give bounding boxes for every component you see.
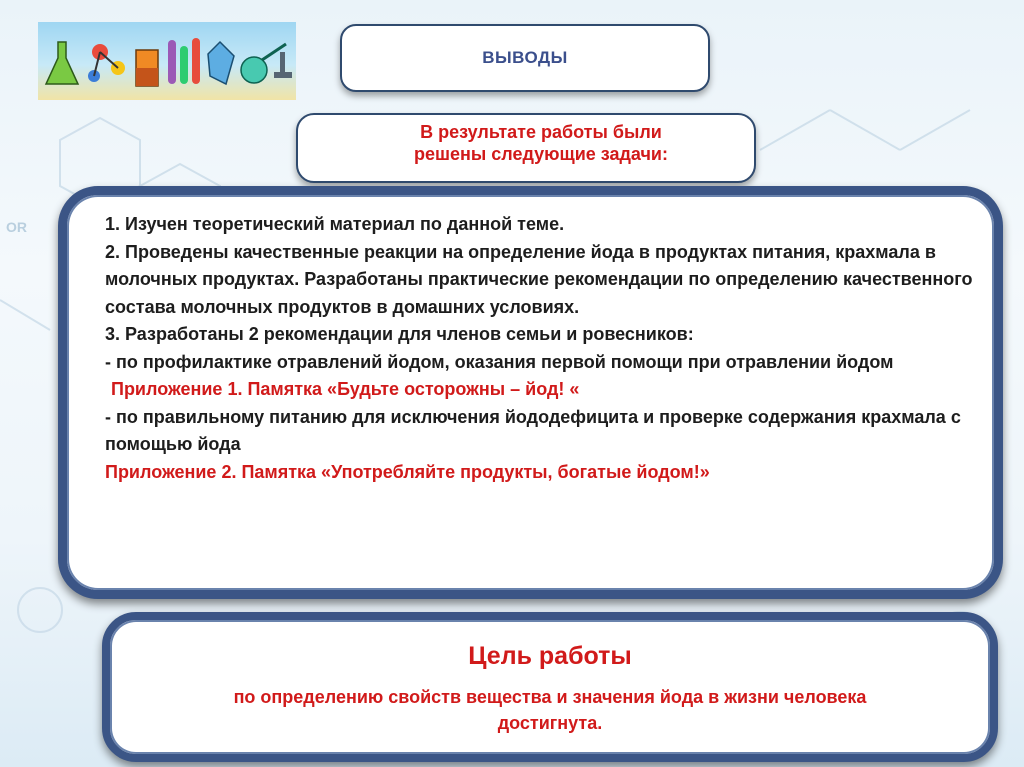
conclusions-box — [58, 186, 1003, 599]
conclusion-item-2: 2. Проведены качественные реакции на определение йода в продуктах питания, крахмала в молочных продуктах. Разработаны практические рекомендации по определению качественного состава молочных продуктов в домашних условиях. — [105, 241, 973, 317]
appendix-2-link: Приложение 2. Памятка «Употребляйте продукты, богатые йодом!» — [105, 461, 710, 482]
conclusion-item-3: 3. Разработаны 2 рекомендации для членов семьи и ровесников: — [105, 324, 694, 344]
conclusion-item-1: 1. Изучен теоретический материал по данной теме. — [105, 214, 565, 234]
slide-title-box — [340, 24, 710, 92]
appendix-1-link: Приложение 1. Памятка «Будьте осторожны – йод! « — [111, 379, 580, 399]
conclusion-item-3a: - по профилактике отравлений йодом, оказания первой помощи при отравлении йодом — [105, 351, 894, 372]
goal-box — [102, 612, 998, 762]
science-banner-image — [38, 22, 296, 100]
test-tubes-icon — [168, 38, 200, 84]
goal-text — [110, 684, 990, 736]
flask-icon — [46, 42, 78, 84]
goal-line-1: по определению свойств вещества и значения йода в жизни человека — [233, 687, 867, 707]
background-formula-text: OR — [6, 219, 27, 235]
crystal-icon — [208, 42, 234, 84]
molecule-icon — [88, 44, 125, 82]
goal-title: Цель работы — [468, 642, 632, 670]
intro-line-2: решены следующие задачи: — [414, 144, 668, 164]
goal-line-2: достигнута. — [497, 713, 603, 733]
intro-box — [296, 113, 756, 183]
conclusions-list — [105, 211, 985, 486]
beaker-icon — [136, 50, 158, 86]
conclusion-item-3b: - по правильному питанию для исключения йододефицита и проверке содержания крахмала с помощью йода — [105, 406, 961, 454]
intro-line-1: В результате работы были — [420, 122, 662, 142]
slide-title: ВЫВОДЫ — [482, 48, 568, 67]
microscope-icon — [274, 52, 292, 78]
intro-text — [336, 121, 746, 165]
